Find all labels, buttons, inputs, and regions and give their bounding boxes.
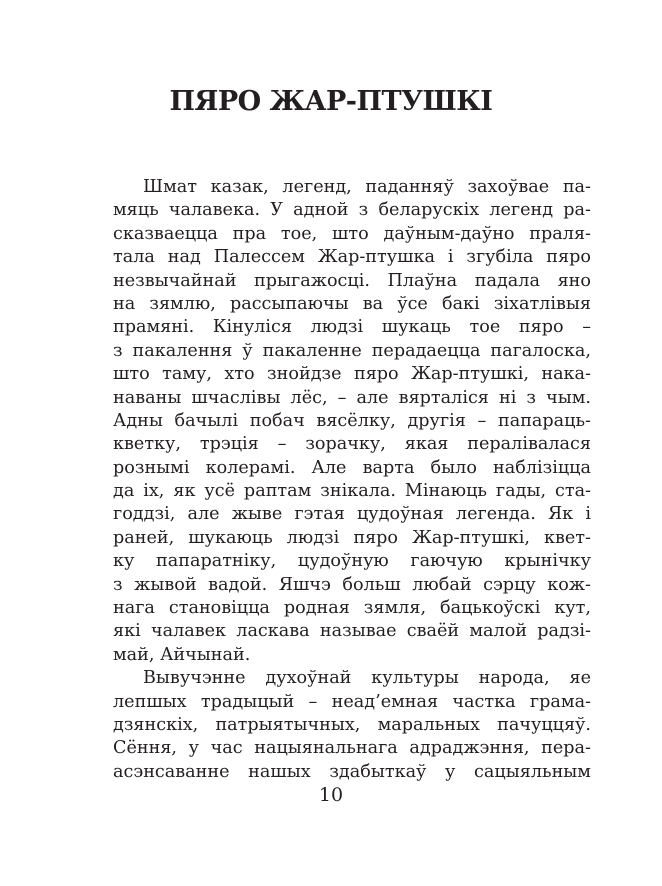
text-line: кветку, трэція – зорачку, якая пералівалася [113, 434, 591, 455]
text-line: рознымі колерамі. Але варта было наблізіцца [113, 457, 591, 478]
text-line: тала над Палессем Жар-птушка і згубіла пяро [113, 247, 591, 268]
text-line: Шмат казак, легенд, паданняў захоўвае па- [143, 177, 591, 197]
text-line: асэнсаванне нашых здабыткаў у сацыяльным [113, 761, 591, 782]
paragraph [113, 667, 591, 784]
text-line: Адны бачылі побач вясёлку, другія – папараць- [113, 410, 591, 431]
text-line: з жывой вадой. Яшчэ больш любай сэрцу кож- [113, 574, 591, 595]
text-line: на зямлю, рассыпаючы ва ўсе бакі зіхатлівыя [113, 293, 591, 314]
text-line: прамяні. Кінуліся людзі шукаць тое пяро – [113, 317, 591, 338]
paragraph [113, 176, 591, 667]
text-line: мяць чалавека. У адной з беларускіх легенд ра- [113, 200, 591, 221]
text-line: з пакалення ў пакаленне перадаецца пагалоска, [113, 340, 591, 361]
text-line: годдзі, але жыве гэтая цудоўная легенда. Як і [113, 504, 591, 525]
text-line: лепшых традыцый – неад’емная частка грама- [113, 691, 591, 712]
page-number: 10 [318, 784, 344, 806]
text-line: нага становіцца родная зямля, бацькоўскі кут, [113, 598, 591, 619]
text-line: незвычайнай прыгажосці. Плаўна падала яно [113, 270, 591, 291]
chapter-title: ПЯРО ЖАР-ПТУШКІ [169, 86, 493, 117]
text-line: дзянскіх, патрыятычных, маральных пачуццяў. [113, 714, 591, 735]
text-line: які чалавек ласкава называе сваёй малой радзі- [113, 621, 591, 642]
text-line: Вывучэнне духоўнай культуры народа, яе [143, 668, 591, 689]
text-line: сказваецца пра тое, што даўным-даўно праля- [113, 223, 591, 244]
text-line: ку папаратніку, цудоўную гаючую крынічку [113, 551, 591, 572]
text-line: што таму, хто знойдзе пяро Жар-птушкі, нака- [113, 364, 591, 385]
text-line: да іх, як усё раптам знікала. Мінаюць гады, ста- [113, 481, 591, 502]
text-line: раней, шукаюць людзі пяро Жар-птушкі, квет- [113, 527, 591, 548]
text-line: май, Айчынай. [113, 644, 251, 665]
text-line: Сёння, у час нацыянальнага адраджэння, пера- [113, 738, 591, 759]
body-text [113, 176, 591, 784]
text-line: наваны шчаслівы лёс, – але вярталіся ні з чым. [113, 387, 591, 408]
